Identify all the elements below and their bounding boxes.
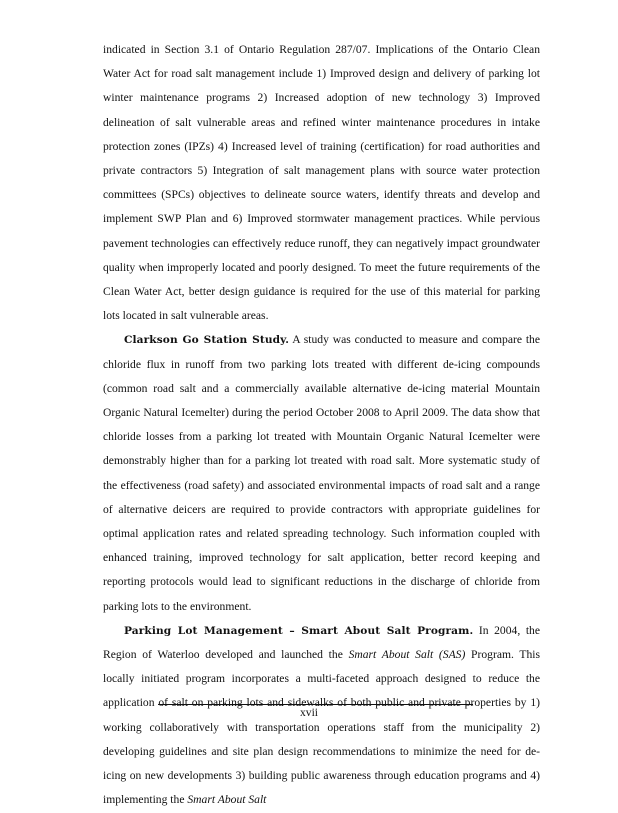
paragraph-clean-water-act [103,38,540,328]
section-heading-clarkson-go-station: Clarkson Go Station Study. [124,334,289,347]
body-text [103,38,540,813]
paragraph-text: A study was conducted to measure and compare the chloride flux in runoff from two parking lots treated with different de-icing compounds (common road salt and a commercially available alternative de-icing material Mountain Organic Natural Icemelter) during the period October 2008 to April 2009. The data show that chloride losses from a parking lot treated with Mountain Organic Natural Icemelter were demonstrably higher than for a parking lot treated with road salt. More systematic study of the effectiveness (road safety) and associated environmental impacts of road salt and a range of alternative deicers are required to provide contractors with appropriate guidelines for optimal application rates and related spreading technology. Such information coupled with enhanced training, improved technology for salt application, better record keeping and reporting protocols would lead to significant reductions in the discharge of chloride from parking lots to the environment. [103,333,540,613]
section-heading-parking-lot-management: Parking Lot Management – Smart About Salt Program. [124,624,474,637]
paragraph-text: Program. This locally initiated program incorporates a multi-faceted approach designed to reduce the application of salt on parking lots and sidewalks of both public and private properties by 1) working collaboratively with transportation operations staff from the municipality 2) developing guidelines and site plan design recommendations to minimize the need for de-icing on new developments 3) building public awareness through education programs and 4) implementing the [103,648,541,807]
paragraph-clarkson-study [103,328,540,618]
paragraph-text: indicated in Section 3.1 of Ontario Regulation 287/07. Implications of the Ontario Clean Water Act for road salt management include 1) Improved design and delivery of parking lot winter maintenance programs 2) Increased adoption of new technology 3) Improved delineation of salt vulnerable areas and refined winter maintenance procedures in intake protection zones (IPZs) 4) Increased level of training (certification) for road authorities and private contractors 5) Integration of salt management plans with source water protection committees (SPCs) objectives to delineate source waters, identify threats and develop and implement SWP Plan and 6) Improved stormwater management practices. While pervious pavement technologies can effectively reduce runoff, they can negatively impact groundwater quality when improperly located and poorly designed. To meet the future requirements of the Clean Water Act, better design guidance is required for the use of this material for parking lots located in salt vulnerable areas. [103,43,540,323]
footer-rule [158,704,473,705]
program-name-italic: Smart About Salt (SAS) [348,648,466,662]
program-name-italic: Smart About Salt [187,793,267,807]
page-number: xvii [299,706,319,719]
paragraph-text: In 2004, the Region of Waterloo developed and launched the [103,623,540,662]
